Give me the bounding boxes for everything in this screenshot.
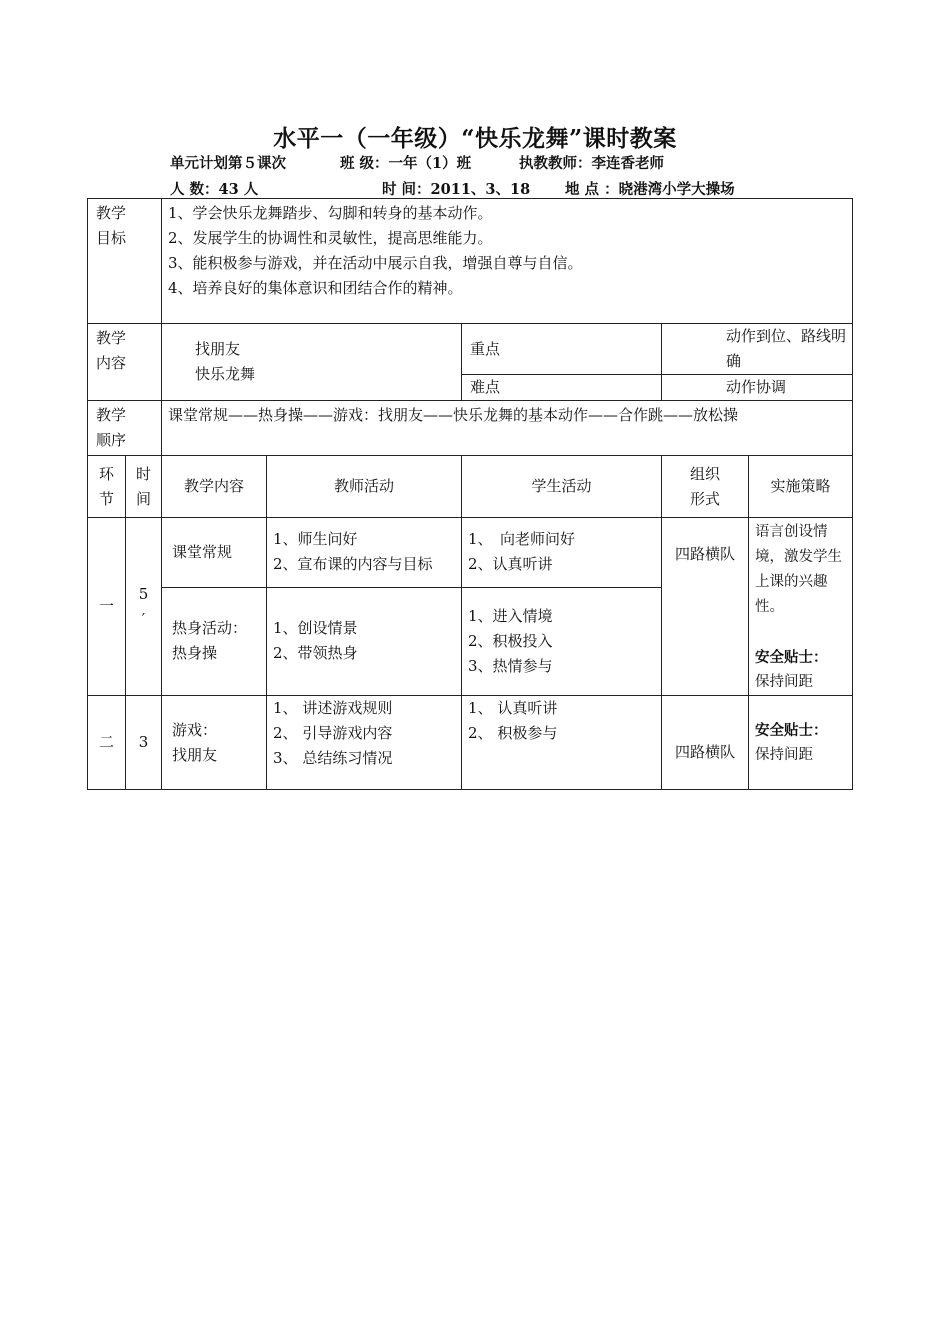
content-row-1	[88, 324, 853, 375]
content-line: 热身操	[172, 644, 218, 663]
content-label	[88, 324, 162, 401]
difficulty-value: 动作协调	[662, 375, 853, 401]
student-activity: 1、 认真听讲	[468, 699, 558, 717]
section1-time-value: 5	[138, 584, 149, 603]
section1-r2-student	[462, 587, 662, 695]
section1-org: 四路横队	[662, 518, 749, 696]
key-point-value: 动作到位、路线明确	[662, 324, 853, 375]
header-org-1: 组织	[690, 464, 721, 483]
student-count: 人 数：43 人	[170, 181, 259, 198]
lesson-plan-table	[87, 198, 853, 790]
section2-number: 二	[88, 696, 126, 790]
header-content: 教学内容	[162, 456, 267, 518]
student-activity: 1、 向老师问好	[468, 530, 576, 549]
order-text: 课堂常规——热身操——游戏：找朋友——快乐龙舞的基本动作——合作跳——放松操	[162, 401, 853, 456]
content-line: 找朋友	[172, 745, 218, 764]
order-label-1: 教学	[96, 406, 127, 424]
content-item: 找朋友	[195, 340, 241, 358]
header-time-1: 时	[136, 464, 152, 483]
header-time-2: 间	[136, 489, 152, 508]
section1-time-unit: ′	[141, 609, 146, 628]
student-activity: 2、积极投入	[468, 631, 553, 650]
strategy-spacer	[755, 620, 846, 645]
goals-row	[88, 199, 853, 324]
section1-r2-teacher	[267, 587, 462, 695]
header-org	[662, 456, 749, 518]
section2-time: 3	[126, 696, 162, 790]
section1-r2-content	[162, 587, 267, 695]
goal-item: 4、培养良好的集体意识和团结合作的精神。	[168, 279, 463, 297]
order-label-2: 顺序	[96, 431, 127, 449]
section1-number: 一	[88, 518, 126, 696]
teacher-info: 执教教师：李连香老师	[519, 155, 664, 172]
section2-content	[162, 696, 267, 790]
teacher-activity: 2、宣布课的内容与目标	[273, 555, 433, 574]
content-line: 热身活动：	[172, 619, 248, 638]
section2-row	[88, 696, 853, 790]
key-point-label: 重点	[462, 324, 662, 375]
section1-r1-teacher	[267, 518, 462, 588]
lesson-place: 地 点 ：晓港湾小学大操场	[565, 181, 735, 198]
order-row	[88, 401, 853, 456]
goal-item: 1、学会快乐龙舞踏步、勾脚和转身的基本动作。	[168, 204, 493, 222]
section1-time	[126, 518, 162, 696]
section2-student	[462, 696, 662, 790]
content-label-2: 内容	[96, 354, 127, 372]
goals-label-2: 目标	[96, 229, 127, 247]
content-label-1: 教学	[96, 329, 127, 347]
section1-strategy	[749, 518, 853, 696]
section2-strategy	[749, 696, 853, 790]
safety-text: 保持间距	[755, 674, 814, 690]
teacher-activity: 2、 引导游戏内容	[273, 724, 393, 742]
safety-label: 安全贴士：	[755, 721, 828, 739]
header-section-2: 节	[98, 489, 114, 508]
student-activity: 1、进入情境	[468, 606, 553, 625]
teacher-activity: 1、 讲述游戏规则	[273, 699, 393, 717]
section2-teacher	[267, 696, 462, 790]
teacher-activity: 3、 总结练习情况	[273, 749, 393, 767]
header-strategy: 实施策略	[749, 456, 853, 518]
unit-lesson: 单元计划第５课次	[170, 155, 286, 172]
teacher-activity: 2、带领热身	[273, 644, 358, 663]
section1-r1-student	[462, 518, 662, 588]
student-activity: 3、热情参与	[468, 656, 553, 675]
goals-label-1: 教学	[96, 204, 127, 222]
teacher-activity: 1、师生问好	[273, 530, 358, 549]
section1-row1	[88, 518, 853, 588]
lesson-time: 时 间：2011、3、18	[382, 181, 531, 198]
safety-text: 保持间距	[755, 746, 814, 763]
order-label	[88, 401, 162, 456]
difficulty-label: 难点	[462, 375, 662, 401]
header-time	[126, 456, 162, 518]
strategy-text: 语言创设情境，激发学生上课的兴趣性。	[755, 524, 843, 615]
page-title: 水平一（一年级）“快乐龙舞”课时教案	[273, 125, 677, 152]
content-line: 游戏：	[172, 720, 218, 739]
header-teacher: 教师活动	[267, 456, 462, 518]
class-info: 班 级：一年（1）班	[340, 155, 472, 172]
header-section-1: 环	[98, 464, 114, 483]
student-activity: 2、认真听讲	[468, 555, 553, 574]
goals-label	[88, 199, 162, 324]
section1-r1-content: 课堂常规	[162, 518, 267, 588]
student-activity: 2、 积极参与	[468, 724, 558, 742]
header-org-2: 形式	[690, 489, 721, 508]
goals-list	[162, 199, 853, 324]
header-row	[88, 456, 853, 518]
goal-item: 3、能积极参与游戏，并在活动中展示自我，增强自尊与自信。	[168, 254, 583, 272]
content-items	[162, 324, 462, 401]
teacher-activity: 1、创设情景	[273, 619, 358, 638]
safety-label: 安全贴士：	[755, 649, 828, 666]
content-item: 快乐龙舞	[195, 365, 256, 383]
header-student: 学生活动	[462, 456, 662, 518]
section2-org: 四路横队	[662, 696, 749, 790]
goal-item: 2、发展学生的协调性和灵敏性，提高思维能力。	[168, 229, 493, 247]
header-section	[88, 456, 126, 518]
